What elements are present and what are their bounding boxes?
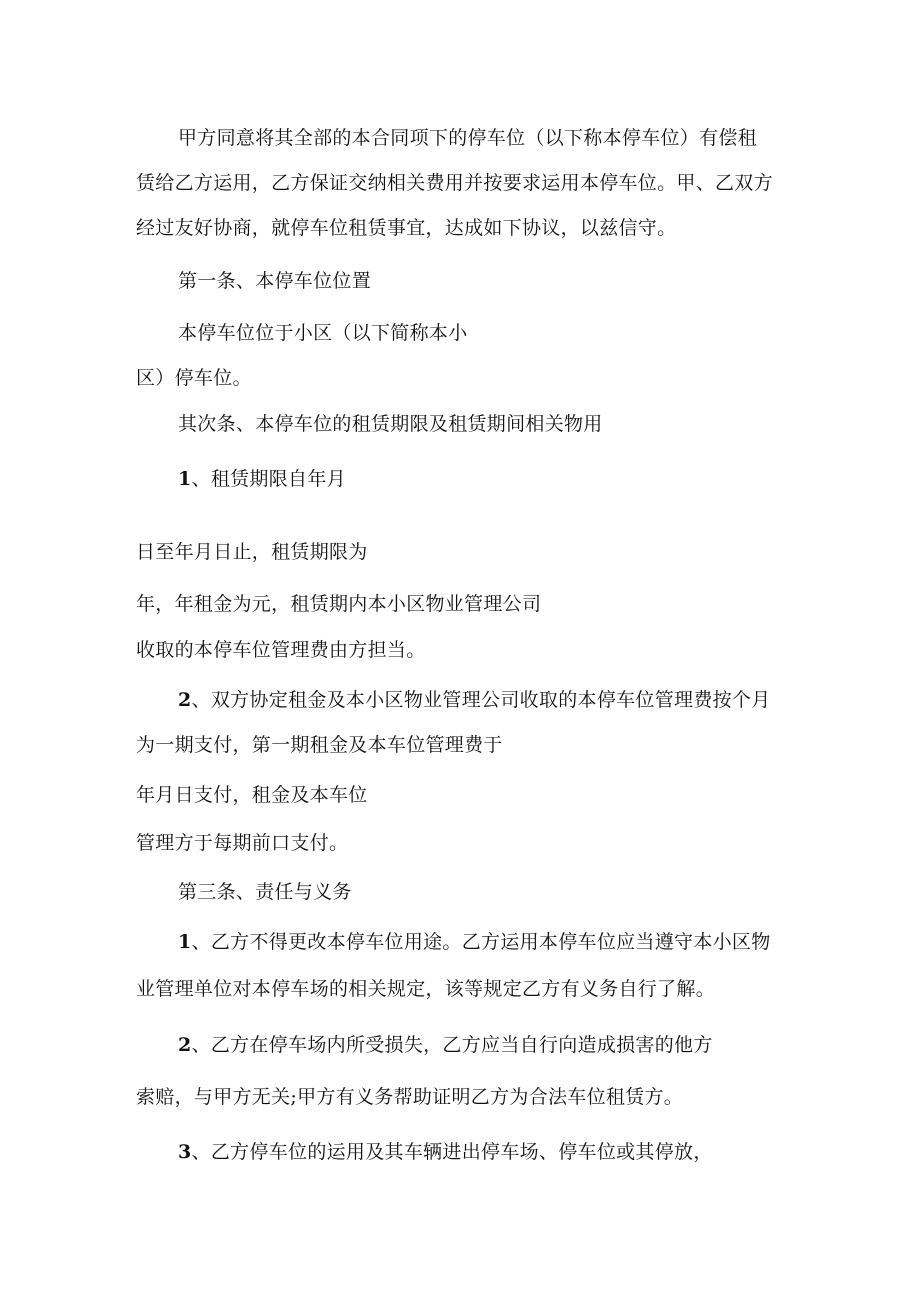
clause-2-1-line-2: 日至年月日止，租赁期限为 <box>136 541 368 563</box>
clause-number: 1 <box>178 468 192 490</box>
clause-number: 1 <box>178 931 192 953</box>
article-2-heading: 其次条、本停车位的租赁期限及租赁期间相关物用 <box>178 413 603 435</box>
clause-3-1-line-1: 1、乙方不得更改本停车位用途。乙方运用本停车位应当遵守本小区物 <box>178 931 771 953</box>
clause-3-3-line-1: 3、乙方停车位的运用及其车辆进出停车场、停车位或其停放， <box>178 1141 713 1163</box>
clause-2-2-line-4: 管理方于每期前口支付。 <box>136 832 349 854</box>
article-1-heading: 第一条、本停车位位置 <box>178 270 372 292</box>
clause-2-1-line-1: 1、租赁期限自年月 <box>178 468 346 490</box>
article-1-line-1: 本停车位位于小区（以下简称本小 <box>178 322 468 344</box>
clause-3-2-line-2: 索赔，与甲方无关;甲方有义务帮助证明乙方为合法车位租赁方。 <box>136 1086 684 1108</box>
clause-number: 2 <box>178 689 192 711</box>
intro-line-1: 甲方同意将其全部的本合同项下的停车位（以下称本停车位）有偿租 <box>178 127 758 149</box>
intro-line-2: 赁给乙方运用，乙方保证交纳相关费用并按要求运用本停车位。甲、乙双方 <box>136 172 773 194</box>
clause-2-2-line-1: 2、双方协定租金及本小区物业管理公司收取的本停车位管理费按个月 <box>178 689 771 711</box>
clause-3-2-line-1: 2、乙方在停车场内所受损失，乙方应当自行向造成损害的他方 <box>178 1034 713 1056</box>
clause-number: 2 <box>178 1034 192 1056</box>
clause-2-1-line-4: 收取的本停车位管理费由方担当。 <box>136 639 426 661</box>
article-3-heading: 第三条、责任与义务 <box>178 881 352 903</box>
clause-3-1-line-2: 业管理单位对本停车场的相关规定，该等规定乙方有义务自行了解。 <box>136 978 716 1000</box>
clause-2-1-line-3: 年，年租金为元，租赁期内本小区物业管理公司 <box>136 593 542 615</box>
intro-line-3: 经过友好协商，就停车位租赁事宜，达成如下协议，以兹信守。 <box>136 217 677 239</box>
clause-2-2-line-3: 年月日支付，租金及本车位 <box>136 784 368 806</box>
clause-number: 3 <box>178 1141 192 1163</box>
article-1-line-2: 区）停车位。 <box>136 367 252 389</box>
clause-2-2-line-2: 为一期支付，第一期租金及本车位管理费于 <box>136 734 503 756</box>
